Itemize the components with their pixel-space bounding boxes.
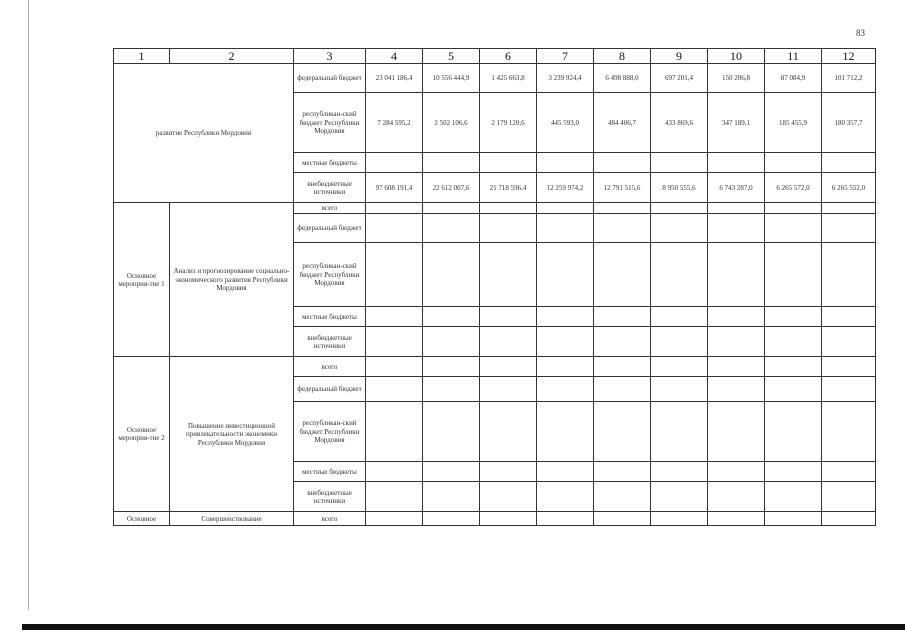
activity-name: Совершенствование (170, 512, 294, 526)
value-cell (651, 512, 708, 526)
value-cell (366, 462, 423, 482)
value-cell (765, 327, 822, 357)
value-cell: 101 712,2 (822, 64, 876, 93)
value-cell: 87 084,9 (765, 64, 822, 93)
value-cell (594, 402, 651, 462)
value-cell (537, 214, 594, 243)
value-cell (708, 327, 765, 357)
value-cell (423, 512, 480, 526)
col-header-5: 5 (423, 49, 480, 64)
value-cell (651, 402, 708, 462)
source-cell: федеральный бюджет (294, 64, 366, 93)
value-cell (822, 462, 876, 482)
source-cell: внебюджетные источники (294, 173, 366, 203)
page-number: 83 (856, 28, 865, 38)
value-cell: 6 743 287,0 (708, 173, 765, 203)
value-cell: 433 869,6 (651, 93, 708, 153)
value-cell (423, 203, 480, 214)
value-cell (537, 243, 594, 307)
value-cell (480, 377, 537, 402)
source-cell: всего (294, 357, 366, 377)
value-cell (765, 307, 822, 327)
value-cell: 12 259 974,2 (537, 173, 594, 203)
value-cell (651, 203, 708, 214)
value-cell (594, 153, 651, 173)
value-cell (480, 462, 537, 482)
value-cell (594, 327, 651, 357)
source-cell: федеральный бюджет (294, 377, 366, 402)
value-cell (366, 203, 423, 214)
value-cell: 2 179 120,6 (480, 93, 537, 153)
value-cell (708, 462, 765, 482)
value-cell (423, 482, 480, 512)
value-cell (594, 482, 651, 512)
value-cell: 8 950 555,6 (651, 173, 708, 203)
value-cell (366, 377, 423, 402)
value-cell (708, 482, 765, 512)
value-cell (480, 153, 537, 173)
source-cell: федеральный бюджет (294, 214, 366, 243)
col-header-7: 7 (537, 49, 594, 64)
value-cell (708, 377, 765, 402)
value-cell (594, 512, 651, 526)
value-cell (822, 214, 876, 243)
value-cell (708, 153, 765, 173)
value-cell (651, 327, 708, 357)
value-cell (423, 377, 480, 402)
value-cell (423, 214, 480, 243)
value-cell (765, 203, 822, 214)
value-cell (537, 203, 594, 214)
value-cell (708, 203, 765, 214)
value-cell (423, 402, 480, 462)
value-cell (708, 357, 765, 377)
section-title-fragment: развитие Республики Мордовия (114, 64, 294, 203)
value-cell (651, 462, 708, 482)
value-cell (765, 512, 822, 526)
value-cell (537, 307, 594, 327)
value-cell (366, 402, 423, 462)
value-cell: 150 206,8 (708, 64, 765, 93)
value-cell (480, 357, 537, 377)
value-cell (594, 214, 651, 243)
value-cell (765, 462, 822, 482)
value-cell (537, 482, 594, 512)
col-header-9: 9 (651, 49, 708, 64)
value-cell (366, 243, 423, 307)
value-cell: 6 265 552,0 (822, 173, 876, 203)
table-row (114, 203, 876, 214)
col-header-10: 10 (708, 49, 765, 64)
value-cell (423, 327, 480, 357)
value-cell: 697 201,4 (651, 64, 708, 93)
value-cell (366, 327, 423, 357)
value-cell (708, 243, 765, 307)
value-cell: 7 284 595,2 (366, 93, 423, 153)
col-header-3: 3 (294, 49, 366, 64)
value-cell (651, 214, 708, 243)
table-row (114, 512, 876, 526)
value-cell: 2 502 106,6 (423, 93, 480, 153)
value-cell (765, 214, 822, 243)
value-cell (366, 357, 423, 377)
value-cell: 3 239 924,4 (537, 64, 594, 93)
value-cell: 347 189,1 (708, 93, 765, 153)
value-cell (708, 402, 765, 462)
value-cell (594, 307, 651, 327)
value-cell (366, 307, 423, 327)
value-cell (480, 214, 537, 243)
col-header-2: 2 (170, 49, 294, 64)
value-cell: 6 265 572,0 (765, 173, 822, 203)
value-cell: 1 425 663,8 (480, 64, 537, 93)
value-cell (651, 357, 708, 377)
page-left-edge (28, 0, 29, 610)
value-cell (594, 462, 651, 482)
value-cell: 484 406,7 (594, 93, 651, 153)
value-cell (366, 153, 423, 173)
value-cell (765, 402, 822, 462)
value-cell (822, 357, 876, 377)
value-cell (480, 203, 537, 214)
activity-name: Повышение инвестиционной привлекательности экономики Республики Мордовия (170, 357, 294, 512)
value-cell (765, 482, 822, 512)
value-cell (537, 153, 594, 173)
value-cell (423, 357, 480, 377)
value-cell (537, 377, 594, 402)
value-cell: 6 498 888,0 (594, 64, 651, 93)
value-cell (822, 482, 876, 512)
col-header-12: 12 (822, 49, 876, 64)
value-cell (822, 377, 876, 402)
value-cell (765, 153, 822, 173)
budget-table (113, 48, 876, 526)
value-cell (480, 307, 537, 327)
value-cell (594, 243, 651, 307)
value-cell (423, 462, 480, 482)
value-cell (366, 482, 423, 512)
value-cell (594, 377, 651, 402)
table-row (114, 357, 876, 377)
value-cell (537, 327, 594, 357)
value-cell (537, 402, 594, 462)
page-bottom-edge (22, 624, 905, 630)
value-cell (423, 307, 480, 327)
value-cell (708, 307, 765, 327)
value-cell (423, 153, 480, 173)
value-cell: 22 612 007,6 (423, 173, 480, 203)
source-cell: всего (294, 203, 366, 214)
col-header-11: 11 (765, 49, 822, 64)
value-cell (594, 203, 651, 214)
value-cell (537, 462, 594, 482)
value-cell (765, 243, 822, 307)
source-cell: местные бюджеты (294, 462, 366, 482)
value-cell: 180 357,7 (822, 93, 876, 153)
value-cell (708, 214, 765, 243)
value-cell (651, 377, 708, 402)
activity-label: Основное мероприя-тие 1 (114, 203, 170, 357)
col-header-8: 8 (594, 49, 651, 64)
value-cell: 97 608 191,4 (366, 173, 423, 203)
value-cell (480, 402, 537, 462)
col-header-6: 6 (480, 49, 537, 64)
header-row (114, 49, 876, 64)
activity-name: Анализ и прогнозирование социально-экономического развития Республики Мордовия (170, 203, 294, 357)
value-cell (480, 512, 537, 526)
value-cell (651, 153, 708, 173)
source-cell: местные бюджеты (294, 153, 366, 173)
value-cell (822, 153, 876, 173)
table-row (114, 64, 876, 93)
value-cell (822, 327, 876, 357)
value-cell (423, 243, 480, 307)
value-cell (822, 512, 876, 526)
value-cell (765, 377, 822, 402)
col-header-4: 4 (366, 49, 423, 64)
value-cell (651, 243, 708, 307)
source-cell: местные бюджеты (294, 307, 366, 327)
value-cell (480, 327, 537, 357)
value-cell (594, 357, 651, 377)
value-cell (822, 307, 876, 327)
value-cell: 21 718 596,4 (480, 173, 537, 203)
source-cell: всего (294, 512, 366, 526)
value-cell (366, 214, 423, 243)
source-cell: республикан-ский бюджет Республики Мордовия (294, 93, 366, 153)
value-cell (822, 402, 876, 462)
source-cell: внебюджетные источники (294, 482, 366, 512)
value-cell: 12 791 515,6 (594, 173, 651, 203)
value-cell (822, 203, 876, 214)
value-cell: 23 041 186,4 (366, 64, 423, 93)
value-cell (480, 482, 537, 512)
value-cell (480, 243, 537, 307)
value-cell: 445 593,0 (537, 93, 594, 153)
value-cell (651, 307, 708, 327)
activity-label: Основное (114, 512, 170, 526)
value-cell: 185 455,9 (765, 93, 822, 153)
source-cell: внебюджетные источники (294, 327, 366, 357)
source-cell: республикан-ский бюджет Республики Мордовия (294, 243, 366, 307)
value-cell (537, 512, 594, 526)
value-cell (765, 357, 822, 377)
col-header-1: 1 (114, 49, 170, 64)
value-cell (822, 243, 876, 307)
value-cell (537, 357, 594, 377)
value-cell (708, 512, 765, 526)
source-cell: республикан-ский бюджет Республики Мордовия (294, 402, 366, 462)
value-cell: 10 556 444,9 (423, 64, 480, 93)
value-cell (366, 512, 423, 526)
value-cell (651, 482, 708, 512)
activity-label: Основное мероприя-тие 2 (114, 357, 170, 512)
